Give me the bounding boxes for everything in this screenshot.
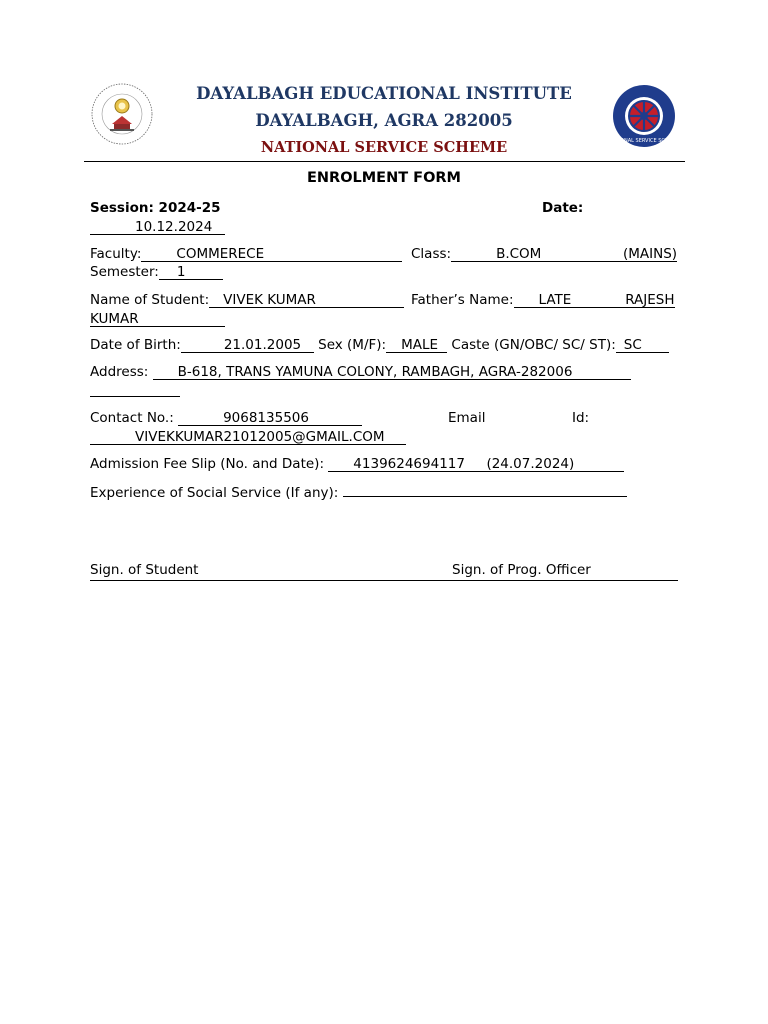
scheme-name: NATIONAL SERVICE SCHEME bbox=[260, 139, 508, 156]
contact-label: Contact No.: bbox=[90, 410, 174, 426]
dob-label: Date of Birth: bbox=[90, 337, 181, 353]
father-value-1: LATE bbox=[538, 292, 572, 308]
father-row bbox=[411, 292, 675, 308]
institute-address: DAYALBAGH, AGRA 282005 bbox=[255, 111, 513, 130]
class-field[interactable] bbox=[451, 248, 677, 262]
session-label: Session: 2024-25 bbox=[90, 200, 221, 216]
fee-label: Admission Fee Slip (No. and Date): bbox=[90, 456, 324, 472]
semester-label: Semester: bbox=[90, 264, 159, 280]
class-row bbox=[411, 246, 677, 262]
contact-row bbox=[90, 410, 362, 426]
institute-name: DAYALBAGH EDUCATIONAL INSTITUTE bbox=[196, 84, 572, 103]
sex-label: Sex (M/F): bbox=[318, 337, 387, 353]
father-field[interactable] bbox=[514, 294, 675, 308]
experience-label: Experience of Social Service (If any): bbox=[90, 485, 339, 501]
signature-line bbox=[90, 580, 678, 581]
sex-value[interactable]: MALE bbox=[386, 339, 447, 353]
header-divider bbox=[84, 161, 685, 162]
class-label: Class: bbox=[411, 246, 452, 262]
sign-officer-label: Sign. of Prog. Officer bbox=[452, 562, 591, 578]
student-row bbox=[90, 292, 404, 308]
email-field[interactable] bbox=[90, 429, 406, 445]
student-label: Name of Student: bbox=[90, 292, 210, 308]
address-value[interactable]: B-618, TRANS YAMUNA COLONY, RAMBAGH, AGRA-282006 bbox=[153, 366, 631, 380]
caste-value[interactable]: SC bbox=[616, 339, 669, 353]
contact-value[interactable]: 9068135506 bbox=[178, 412, 362, 426]
address-continue-line bbox=[90, 396, 180, 397]
id-label: Id: bbox=[572, 410, 590, 426]
nss-logo-text: NATIONAL SERVICE SCHEME bbox=[612, 138, 676, 144]
faculty-value[interactable]: COMMERECE bbox=[141, 248, 402, 262]
father-value-3: KUMAR bbox=[90, 313, 225, 327]
form-title: ENROLMENT FORM bbox=[306, 170, 461, 186]
semester-row bbox=[90, 264, 223, 280]
faculty-row bbox=[90, 246, 402, 262]
experience-row bbox=[90, 483, 627, 501]
fee-number: 4139624694117 bbox=[353, 456, 465, 472]
caste-label: Caste (GN/OBC/ SC/ ST): bbox=[451, 337, 616, 353]
dob-value[interactable]: 21.01.2005 bbox=[181, 339, 314, 353]
class-value: B.COM bbox=[496, 246, 542, 262]
class-extra: (MAINS) bbox=[623, 246, 678, 262]
fee-row bbox=[90, 456, 624, 472]
date-value: 10.12.2024 bbox=[90, 221, 225, 235]
semester-value[interactable]: 1 bbox=[159, 266, 223, 280]
sign-student-label: Sign. of Student bbox=[90, 562, 199, 578]
dob-row bbox=[90, 337, 669, 353]
email-value: VIVEKKUMAR21012005@GMAIL.COM bbox=[90, 431, 406, 445]
date-label: Date: bbox=[542, 200, 584, 216]
father-continued bbox=[90, 311, 225, 327]
fee-date: (24.07.2024) bbox=[486, 456, 575, 472]
father-value-2: RAJESH bbox=[625, 292, 675, 308]
address-label: Address: bbox=[90, 364, 149, 380]
experience-field[interactable] bbox=[343, 483, 627, 497]
address-row bbox=[90, 364, 631, 380]
fee-field[interactable] bbox=[328, 458, 624, 472]
father-label: Father’s Name: bbox=[411, 292, 514, 308]
faculty-label: Faculty: bbox=[90, 246, 142, 262]
student-value[interactable]: VIVEK KUMAR bbox=[209, 294, 404, 308]
email-label: Email bbox=[448, 410, 486, 426]
date-field[interactable] bbox=[90, 219, 225, 235]
